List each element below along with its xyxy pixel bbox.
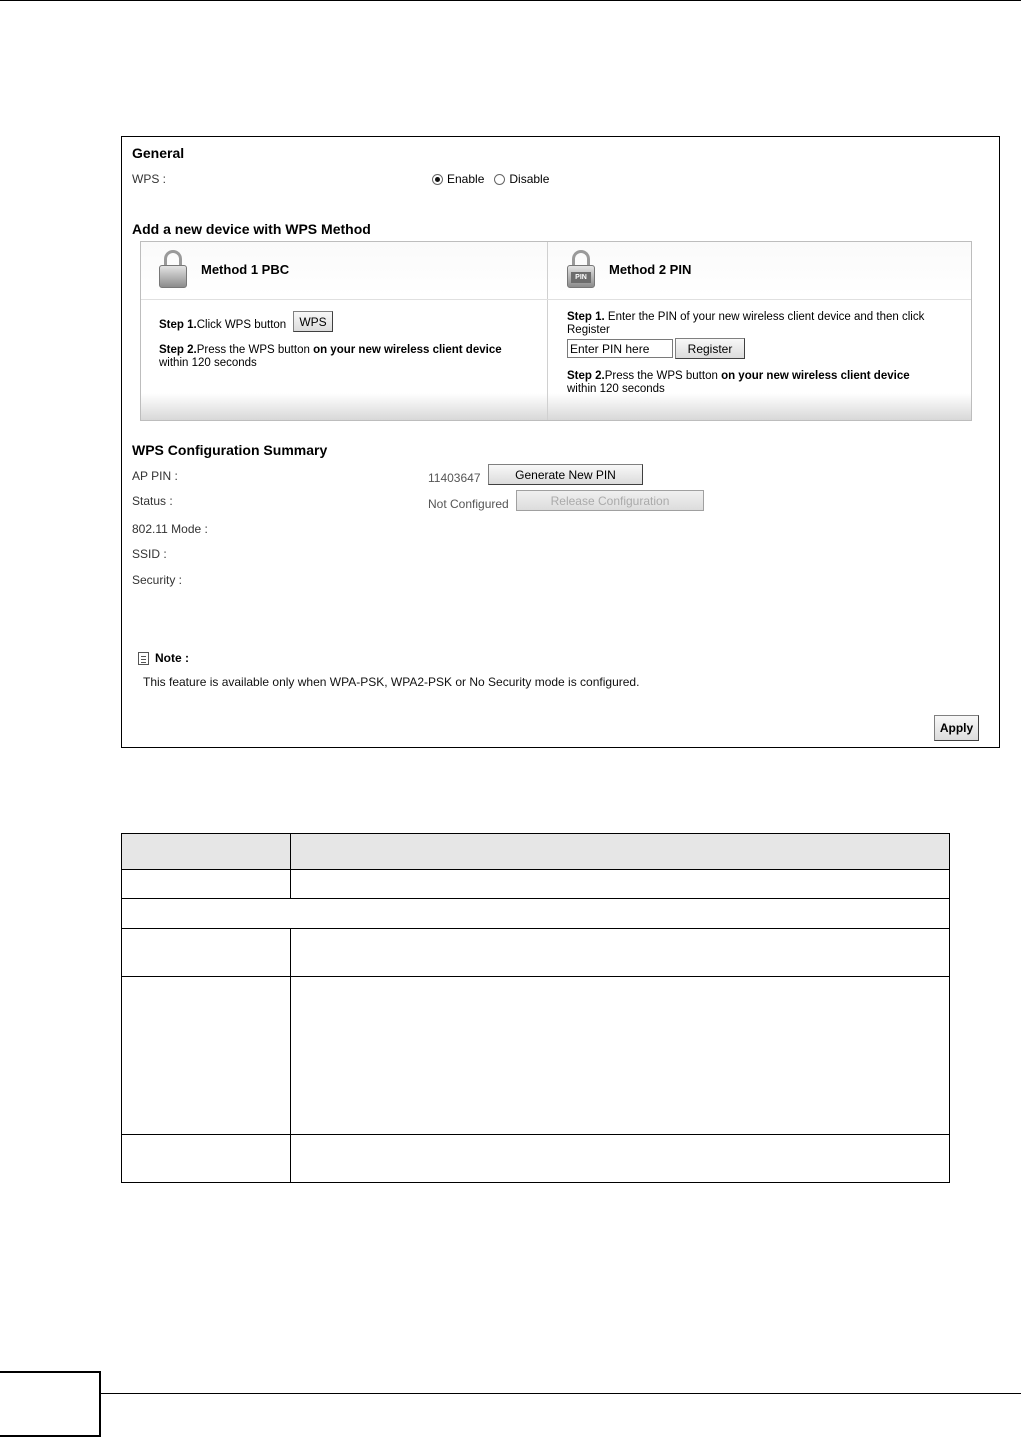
table-header-cell [291, 834, 950, 870]
security-label: Security : [132, 573, 183, 587]
method2-step1 [567, 311, 937, 337]
wps-label: WPS : [132, 172, 167, 186]
note-icon [138, 652, 149, 665]
note-text: This feature is available only when WPA-PSK, WPA2-PSK or No Security mode is configured. [143, 675, 640, 689]
wps-push-button[interactable]: WPS [293, 311, 333, 332]
method2-step1-bold: Step 1. [567, 311, 605, 323]
top-rule [0, 0, 1021, 1]
table-cell [291, 929, 950, 977]
method1-step2 [159, 344, 509, 370]
method1-step1-text: Click WPS button [196, 319, 287, 331]
lock-icon [159, 250, 187, 288]
method1-step2-text: Press the WPS button [196, 344, 314, 356]
wps-method-box [140, 241, 972, 421]
footer-rule [100, 1393, 1021, 1394]
apply-button[interactable]: Apply [934, 715, 979, 741]
note-header [138, 651, 189, 665]
table-cell [291, 870, 950, 899]
add-device-title: Add a new device with WPS Method [132, 221, 371, 237]
method-header-divider [141, 299, 971, 300]
register-button[interactable]: Register [675, 338, 745, 359]
table-cell [122, 870, 291, 899]
release-configuration-button[interactable]: Release Configuration [516, 490, 704, 511]
page-number-box [0, 1371, 101, 1437]
table-section-row [122, 899, 950, 929]
method2-step2-tail: within 120 seconds [567, 383, 665, 395]
table-row [122, 1135, 950, 1183]
table-cell [122, 899, 950, 929]
method2-step2-bold2: on your new wireless client device [721, 370, 910, 382]
pin-lock-icon [567, 250, 595, 288]
method2-step2-bold: Step 2. [567, 370, 605, 382]
method2-header [567, 250, 691, 288]
table-header-row [122, 834, 950, 870]
method-divider [547, 242, 548, 420]
method1-header [159, 250, 289, 288]
wps-disable-radio[interactable] [494, 174, 505, 185]
method2-title: Method 2 PIN [609, 261, 692, 277]
ssid-label: SSID : [132, 547, 167, 561]
table-cell [291, 1135, 950, 1183]
wps-enable-label[interactable]: Enable [447, 172, 485, 186]
method2-step1-text: Enter the PIN of your new wireless client device and then click Register [567, 311, 925, 336]
field-description-table [121, 833, 950, 1183]
pin-input[interactable] [567, 339, 673, 358]
wps-disable-label[interactable]: Disable [509, 172, 550, 186]
ap-pin-value: 11403647 [428, 471, 481, 485]
pin-badge: PIN [571, 272, 591, 283]
method1-step2-bold: Step 2. [159, 344, 197, 356]
mode-label: 802.11 Mode : [132, 522, 208, 536]
table-row [122, 929, 950, 977]
table-row [122, 870, 950, 899]
method1-step2-tail: within 120 seconds [159, 357, 257, 369]
method2-step2 [567, 370, 917, 396]
wps-panel [121, 136, 1000, 748]
table-cell [291, 977, 950, 1135]
general-title: General [132, 145, 185, 161]
method1-step2-bold2: on your new wireless client device [313, 344, 502, 356]
method1-step1-bold: Step 1. [159, 319, 197, 331]
method1-title: Method 1 PBC [201, 261, 290, 277]
status-label: Status : [132, 494, 173, 508]
method1-step1 [159, 319, 286, 332]
status-value: Not Configured [428, 497, 509, 511]
wps-enable-radio[interactable] [432, 174, 443, 185]
table-cell [122, 977, 291, 1135]
summary-title: WPS Configuration Summary [132, 442, 328, 458]
table-cell [122, 1135, 291, 1183]
note-title: Note : [155, 651, 189, 665]
ap-pin-label: AP PIN : [132, 469, 178, 483]
table-cell [122, 929, 291, 977]
wps-radio-group [432, 172, 555, 186]
method2-step2-text: Press the WPS button [604, 370, 722, 382]
table-row [122, 977, 950, 1135]
generate-pin-button[interactable]: Generate New PIN [488, 464, 643, 485]
table-header-cell [122, 834, 291, 870]
